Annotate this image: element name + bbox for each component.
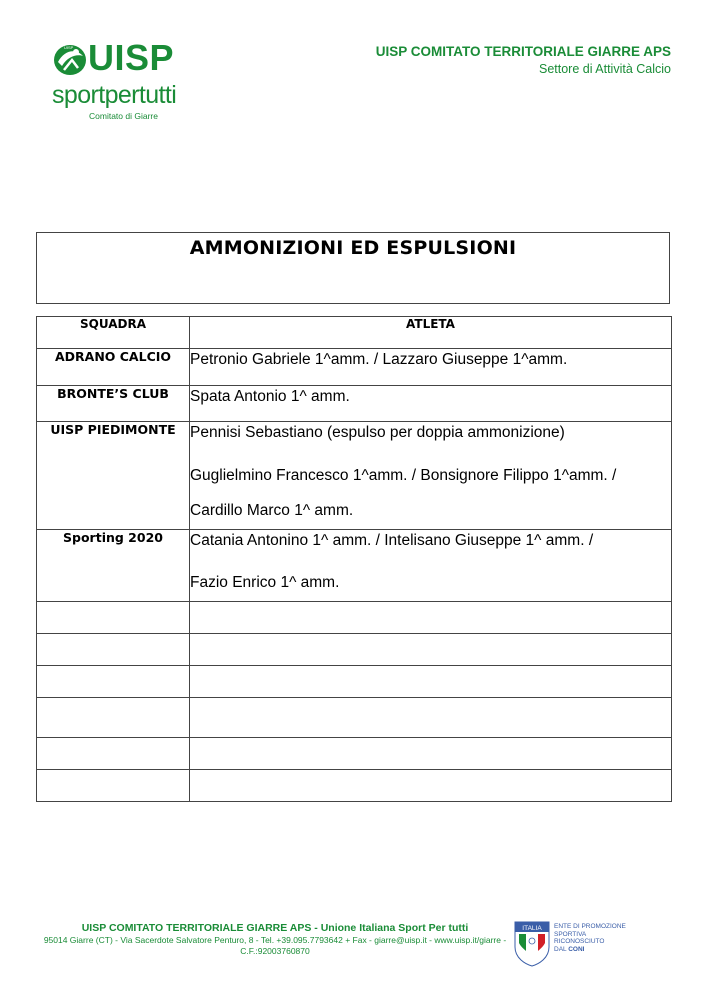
athlete-cell (190, 385, 672, 422)
athlete-line: Catania Antonino 1^ amm. / Intelisano Giuseppe 1^ amm. / (190, 531, 594, 549)
athlete-line: Guglielmino Francesco 1^amm. / Bonsignore Filippo 1^amm. / (190, 466, 617, 484)
team-cell: BRONTE’S CLUB (37, 385, 190, 422)
empty-table-row (37, 633, 672, 665)
coni-line-4 (554, 946, 626, 954)
coni-caption (554, 923, 626, 953)
athlete-cell (190, 529, 672, 601)
footer-org: UISP COMITATO TERRITORIALE GIARRE APS - Unione Italiana Sport Per tutti (81, 922, 469, 934)
team-cell: Sporting 2020 (37, 529, 190, 601)
org-name: UISP COMITATO TERRITORIALE GIARRE APS (375, 44, 671, 59)
uisp-runner-icon (50, 40, 90, 80)
table-header-row (37, 317, 672, 349)
header-team: SQUADRA (37, 317, 190, 349)
coni-badge (514, 921, 634, 971)
coni-line-3: RICONOSCIUTO (554, 938, 605, 945)
empty-table-row (37, 665, 672, 697)
coni-line-2: SPORTIVA (554, 930, 587, 938)
empty-team-cell (37, 697, 190, 737)
empty-athlete-cell (190, 697, 672, 737)
coni-shield-label: ITALIA (522, 925, 542, 932)
header-athlete: ATLETA (190, 317, 672, 349)
coni-line-4-prefix: DAL (554, 945, 569, 953)
empty-athlete-cell (190, 737, 672, 769)
athlete-line: Cardillo Marco 1^ amm. (190, 502, 354, 519)
empty-table-row (37, 737, 672, 769)
athlete-line: Spata Antonio 1^ amm. (190, 387, 350, 405)
coni-line-4-bold: CONI (568, 945, 585, 953)
athlete-cell (190, 349, 672, 386)
title-box (36, 232, 670, 304)
athlete-line: Fazio Enrico 1^ amm. (190, 574, 340, 591)
sector-name: Settore di Attività Calcio (538, 62, 671, 76)
empty-team-cell (37, 769, 190, 801)
empty-athlete-cell (190, 769, 672, 801)
empty-athlete-cell (190, 665, 672, 697)
empty-athlete-cell (190, 633, 672, 665)
logo-subtitle: Comitato di Giarre (89, 111, 158, 121)
team-cell: ADRANO CALCIO (37, 349, 190, 386)
footer (40, 922, 510, 957)
logo-tagline: sportpertutti (52, 81, 177, 109)
empty-athlete-cell (190, 601, 672, 633)
empty-team-cell (37, 737, 190, 769)
coni-line-1: ENTE DI PROMOZIONE (554, 923, 626, 930)
footer-address: 95014 Giarre (CT) - Via Sacerdote Salvatore Penturo, 8 - Tel. +39.095.7793642 + Fax - giarre@uisp.it - www.uisp.it/giarre - (43, 935, 507, 945)
athlete-line: Pennisi Sebastiano (espulso per doppia ammonizione) (190, 424, 565, 441)
footer-tax-code: C.F.:92003760870 (240, 946, 310, 956)
empty-team-cell (37, 665, 190, 697)
empty-team-cell (37, 601, 190, 633)
table-body (37, 349, 672, 802)
empty-table-row (37, 697, 672, 737)
logo-brand: UISP (88, 37, 175, 78)
table-row (37, 349, 672, 386)
athlete-cell (190, 422, 672, 530)
discipline-table (36, 316, 672, 802)
uisp-logo (50, 37, 200, 125)
athlete-line: Petronio Gabriele 1^amm. / Lazzaro Giuseppe 1^amm. (190, 351, 568, 368)
table-row (37, 422, 672, 530)
page-title: AMMONIZIONI ED ESPULSIONI (189, 237, 517, 259)
empty-table-row (37, 601, 672, 633)
table-row (37, 529, 672, 601)
coni-shield-icon (514, 921, 550, 967)
table-row (37, 385, 672, 422)
logo-mark-letters: UISP (64, 45, 74, 50)
team-cell: UISP PIEDIMONTE (37, 422, 190, 530)
empty-table-row (37, 769, 672, 801)
empty-team-cell (37, 633, 190, 665)
